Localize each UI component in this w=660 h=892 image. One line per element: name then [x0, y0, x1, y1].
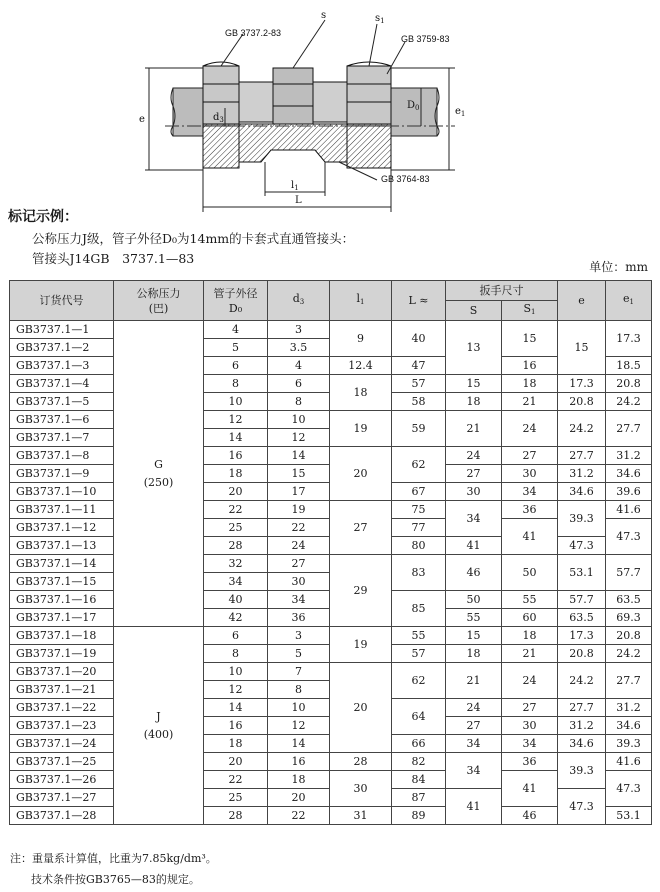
code-cell: GB3737.1—2 — [10, 339, 114, 357]
S-cell: 21 — [446, 663, 502, 699]
od-cell: 18 — [204, 465, 268, 483]
S-cell: 30 — [446, 483, 502, 501]
d3-cell: 12 — [268, 429, 330, 447]
S1-cell: 21 — [502, 393, 558, 411]
d3-cell: 10 — [268, 411, 330, 429]
d3-cell: 36 — [268, 609, 330, 627]
d3-cell: 14 — [268, 735, 330, 753]
d3-cell: 3.5 — [268, 339, 330, 357]
e1-cell: 24.2 — [606, 645, 652, 663]
d3-cell: 6 — [268, 375, 330, 393]
dim-d3: $d_3$ — [213, 112, 224, 124]
callout-s1: $s_1$ — [375, 13, 385, 25]
S1-cell: 24 — [502, 663, 558, 699]
l1-cell: 31 — [330, 807, 392, 825]
code-cell: GB3737.1—4 — [10, 375, 114, 393]
e-cell: 34.6 — [558, 735, 606, 753]
l1-cell: 29 — [330, 555, 392, 627]
l1-cell: 19 — [330, 411, 392, 447]
table-row — [10, 411, 652, 429]
od-cell: 8 — [204, 375, 268, 393]
S1-cell: 18 — [502, 627, 558, 645]
S-cell: 27 — [446, 465, 502, 483]
S-cell: 41 — [446, 537, 502, 555]
header-L: L ≈ — [392, 281, 446, 321]
e1-cell: 20.8 — [606, 375, 652, 393]
S1-cell: 46 — [502, 807, 558, 825]
l1-cell: 20 — [330, 447, 392, 501]
d3-cell: 34 — [268, 591, 330, 609]
d3-cell: 22 — [268, 519, 330, 537]
code-cell: GB3737.1—21 — [10, 681, 114, 699]
e1-cell: 31.2 — [606, 447, 652, 465]
S1-cell: 21 — [502, 645, 558, 663]
L-cell: 57 — [392, 645, 446, 663]
S1-cell: 41 — [502, 771, 558, 807]
L-cell: 58 — [392, 393, 446, 411]
e-cell: 27.7 — [558, 699, 606, 717]
code-cell: GB3737.1—17 — [10, 609, 114, 627]
e1-cell: 57.7 — [606, 555, 652, 591]
header-l1: $l_1$ — [330, 281, 392, 321]
e-cell: 31.2 — [558, 465, 606, 483]
d3-cell: 30 — [268, 573, 330, 591]
e1-cell: 69.3 — [606, 609, 652, 627]
L-cell: 82 — [392, 753, 446, 771]
S1-cell: 27 — [502, 447, 558, 465]
L-cell: 77 — [392, 519, 446, 537]
table-row — [10, 321, 652, 339]
e-cell: 20.8 — [558, 645, 606, 663]
d3-cell: 19 — [268, 501, 330, 519]
od-cell: 10 — [204, 663, 268, 681]
L-cell: 84 — [392, 771, 446, 789]
S-cell: 21 — [446, 411, 502, 447]
header-wrench: 扳手尺寸 — [446, 281, 558, 301]
od-cell: 10 — [204, 393, 268, 411]
code-cell: GB3737.1—19 — [10, 645, 114, 663]
L-cell: 89 — [392, 807, 446, 825]
table-row — [10, 447, 652, 465]
L-cell: 55 — [392, 627, 446, 645]
od-cell: 32 — [204, 555, 268, 573]
e-cell: 24.2 — [558, 663, 606, 699]
e-cell: 39.3 — [558, 753, 606, 789]
code-cell: GB3737.1—28 — [10, 807, 114, 825]
dim-l1: $l_1$ — [291, 180, 299, 192]
unit-label: 单位：mm — [589, 260, 648, 274]
S1-cell: 50 — [502, 555, 558, 591]
table-row — [10, 627, 652, 645]
e-cell: 24.2 — [558, 411, 606, 447]
code-cell: GB3737.1—8 — [10, 447, 114, 465]
e1-cell: 18.5 — [606, 357, 652, 375]
header-e: e — [558, 281, 606, 321]
e1-cell: 39.6 — [606, 483, 652, 501]
fitting-drawing — [125, 2, 545, 214]
code-cell: GB3737.1—15 — [10, 573, 114, 591]
d3-cell: 3 — [268, 627, 330, 645]
od-cell: 28 — [204, 807, 268, 825]
header-S1: $S_1$ — [502, 301, 558, 321]
e1-cell: 17.3 — [606, 321, 652, 357]
footnotes — [10, 850, 217, 892]
e1-cell: 34.6 — [606, 465, 652, 483]
d3-cell: 18 — [268, 771, 330, 789]
L-cell: 59 — [392, 411, 446, 447]
dim-L: L — [295, 195, 302, 206]
e-cell: 17.3 — [558, 375, 606, 393]
pressure-cell-j: J (400) — [114, 627, 204, 825]
e1-cell: 27.7 — [606, 411, 652, 447]
callout-gb-ring: GB 3764-83 — [381, 174, 430, 184]
section-heading: 标记示例： — [8, 209, 78, 225]
header-od: 管子外径 D₀ — [204, 281, 268, 321]
code-cell: GB3737.1—16 — [10, 591, 114, 609]
S1-cell: 27 — [502, 699, 558, 717]
L-cell: 66 — [392, 735, 446, 753]
d3-cell: 7 — [268, 663, 330, 681]
note-tech-conditions: 技术条件按GB3765—83的规定。 — [31, 873, 200, 886]
example-description: 公称压力J级，管子外径D₀为14mm的卡套式直通管接头： — [32, 231, 355, 246]
S-cell: 34 — [446, 501, 502, 537]
e-cell: 39.3 — [558, 501, 606, 537]
code-cell: GB3737.1—6 — [10, 411, 114, 429]
l1-cell: 18 — [330, 375, 392, 411]
od-cell: 16 — [204, 447, 268, 465]
left-pipe — [171, 88, 203, 136]
table-row — [10, 555, 652, 573]
e1-cell: 53.1 — [606, 807, 652, 825]
header-d3: $d_3$ — [268, 281, 330, 321]
spec-table — [9, 280, 652, 825]
code-cell: GB3737.1—11 — [10, 501, 114, 519]
od-cell: 22 — [204, 501, 268, 519]
d3-cell: 3 — [268, 321, 330, 339]
S-cell: 24 — [446, 447, 502, 465]
right-nut — [347, 62, 391, 168]
S1-cell: 36 — [502, 501, 558, 519]
l1-cell: 12.4 — [330, 357, 392, 375]
code-cell: GB3737.1—27 — [10, 789, 114, 807]
body-hex — [239, 68, 347, 162]
L-cell: 62 — [392, 663, 446, 699]
od-cell: 28 — [204, 537, 268, 555]
header-pressure: 公称压力 (巴) — [114, 281, 204, 321]
code-cell: GB3737.1—10 — [10, 483, 114, 501]
od-cell: 12 — [204, 681, 268, 699]
od-cell: 16 — [204, 717, 268, 735]
code-cell: GB3737.1—20 — [10, 663, 114, 681]
code-cell: GB3737.1—12 — [10, 519, 114, 537]
e-cell: 17.3 — [558, 627, 606, 645]
L-cell: 67 — [392, 483, 446, 501]
dim-e1: $e_1$ — [455, 106, 466, 118]
e-cell: 27.7 — [558, 447, 606, 465]
d3-cell: 14 — [268, 447, 330, 465]
L-cell: 87 — [392, 789, 446, 807]
e-cell: 63.5 — [558, 609, 606, 627]
d3-cell: 17 — [268, 483, 330, 501]
od-cell: 40 — [204, 591, 268, 609]
table-row — [10, 753, 652, 771]
S-cell: 18 — [446, 645, 502, 663]
od-cell: 34 — [204, 573, 268, 591]
e1-cell: 34.6 — [606, 717, 652, 735]
code-cell: GB3737.1—25 — [10, 753, 114, 771]
l1-cell: 28 — [330, 753, 392, 771]
S-cell: 34 — [446, 735, 502, 753]
d3-cell: 22 — [268, 807, 330, 825]
callout-s: s — [321, 10, 327, 21]
e1-cell: 39.3 — [606, 735, 652, 753]
code-cell: GB3737.1—18 — [10, 627, 114, 645]
S1-cell: 18 — [502, 375, 558, 393]
S1-cell: 34 — [502, 735, 558, 753]
S1-cell: 34 — [502, 483, 558, 501]
od-cell: 20 — [204, 483, 268, 501]
d3-cell: 12 — [268, 717, 330, 735]
header-S: S — [446, 301, 502, 321]
callout-gb-body: GB 3759-83 — [401, 34, 450, 44]
pressure-cell-g: G (250) — [114, 321, 204, 627]
e1-cell: 24.2 — [606, 393, 652, 411]
table-row — [10, 771, 652, 789]
table-row — [10, 357, 652, 375]
d3-cell: 4 — [268, 357, 330, 375]
S-cell: 15 — [446, 375, 502, 393]
S1-cell: 36 — [502, 753, 558, 771]
od-cell: 25 — [204, 519, 268, 537]
od-cell: 25 — [204, 789, 268, 807]
e1-cell: 20.8 — [606, 627, 652, 645]
d3-cell: 16 — [268, 753, 330, 771]
d3-cell: 5 — [268, 645, 330, 663]
e-cell: 20.8 — [558, 393, 606, 411]
l1-cell: 30 — [330, 771, 392, 807]
L-cell: 75 — [392, 501, 446, 519]
e-cell: 47.3 — [558, 789, 606, 825]
table-row — [10, 807, 652, 825]
header-e1: $e_1$ — [606, 281, 652, 321]
e1-cell: 63.5 — [606, 591, 652, 609]
od-cell: 6 — [204, 627, 268, 645]
S-cell: 41 — [446, 789, 502, 825]
S-cell: 34 — [446, 753, 502, 789]
e1-cell: 41.6 — [606, 501, 652, 519]
L-cell: 83 — [392, 555, 446, 591]
e-cell: 47.3 — [558, 537, 606, 555]
S1-cell: 15 — [502, 321, 558, 357]
S-cell: 18 — [446, 393, 502, 411]
right-pipe — [391, 88, 439, 136]
e1-cell: 41.6 — [606, 753, 652, 771]
d3-cell: 24 — [268, 537, 330, 555]
L-cell: 47 — [392, 357, 446, 375]
e-cell: 53.1 — [558, 555, 606, 591]
od-cell: 12 — [204, 411, 268, 429]
L-cell: 85 — [392, 591, 446, 627]
note-weight: 注：重量系计算值，比重为7.85kg/dm³。 — [10, 852, 217, 865]
header-code: 订货代号 — [10, 281, 114, 321]
e-cell: 31.2 — [558, 717, 606, 735]
od-cell: 22 — [204, 771, 268, 789]
e-cell: 15 — [558, 321, 606, 375]
l1-cell: 20 — [330, 663, 392, 753]
e-cell: 34.6 — [558, 483, 606, 501]
e1-cell: 27.7 — [606, 663, 652, 699]
od-cell: 42 — [204, 609, 268, 627]
dim-e: e — [139, 114, 145, 125]
l1-cell: 9 — [330, 321, 392, 357]
d3-cell: 27 — [268, 555, 330, 573]
d3-cell: 10 — [268, 699, 330, 717]
table-row — [10, 375, 652, 393]
code-cell: GB3737.1—5 — [10, 393, 114, 411]
l1-cell: 27 — [330, 501, 392, 555]
table-row — [10, 663, 652, 681]
code-cell: GB3737.1—14 — [10, 555, 114, 573]
d3-cell: 8 — [268, 681, 330, 699]
S-cell: 55 — [446, 609, 502, 627]
e1-cell: 47.3 — [606, 771, 652, 807]
code-cell: GB3737.1—23 — [10, 717, 114, 735]
L-cell: 40 — [392, 321, 446, 357]
callout-gb-nut: GB 3737.2-83 — [225, 28, 282, 38]
code-cell: GB3737.1—24 — [10, 735, 114, 753]
table-row — [10, 501, 652, 519]
S-cell: 13 — [446, 321, 502, 375]
od-cell: 5 — [204, 339, 268, 357]
code-cell: GB3737.1—3 — [10, 357, 114, 375]
S1-cell: 24 — [502, 411, 558, 447]
e-cell: 57.7 — [558, 591, 606, 609]
od-cell: 18 — [204, 735, 268, 753]
S1-cell: 30 — [502, 717, 558, 735]
od-cell: 6 — [204, 357, 268, 375]
dim-D0: $D_0$ — [407, 100, 420, 112]
S1-cell: 60 — [502, 609, 558, 627]
code-cell: GB3737.1—1 — [10, 321, 114, 339]
d3-cell: 20 — [268, 789, 330, 807]
code-cell: GB3737.1—26 — [10, 771, 114, 789]
od-cell: 4 — [204, 321, 268, 339]
code-cell: GB3737.1—22 — [10, 699, 114, 717]
S-cell: 24 — [446, 699, 502, 717]
d3-cell: 15 — [268, 465, 330, 483]
S-cell: 50 — [446, 591, 502, 609]
od-cell: 14 — [204, 429, 268, 447]
code-cell: GB3737.1—9 — [10, 465, 114, 483]
e1-cell: 31.2 — [606, 699, 652, 717]
od-cell: 14 — [204, 699, 268, 717]
left-nut — [203, 62, 239, 168]
code-cell: GB3737.1—7 — [10, 429, 114, 447]
S-cell: 46 — [446, 555, 502, 591]
S1-cell: 55 — [502, 591, 558, 609]
l1-cell: 19 — [330, 627, 392, 663]
S1-cell: 41 — [502, 519, 558, 555]
L-cell: 57 — [392, 375, 446, 393]
S1-cell: 16 — [502, 357, 558, 375]
od-cell: 8 — [204, 645, 268, 663]
L-cell: 80 — [392, 537, 446, 555]
d3-cell: 8 — [268, 393, 330, 411]
S1-cell: 30 — [502, 465, 558, 483]
S-cell: 27 — [446, 717, 502, 735]
code-cell: GB3737.1—13 — [10, 537, 114, 555]
example-designation: 管接头J14GB 3737.1—83 — [32, 251, 195, 266]
L-cell: 64 — [392, 699, 446, 735]
S-cell: 15 — [446, 627, 502, 645]
e1-cell: 47.3 — [606, 519, 652, 555]
L-cell: 62 — [392, 447, 446, 483]
od-cell: 20 — [204, 753, 268, 771]
